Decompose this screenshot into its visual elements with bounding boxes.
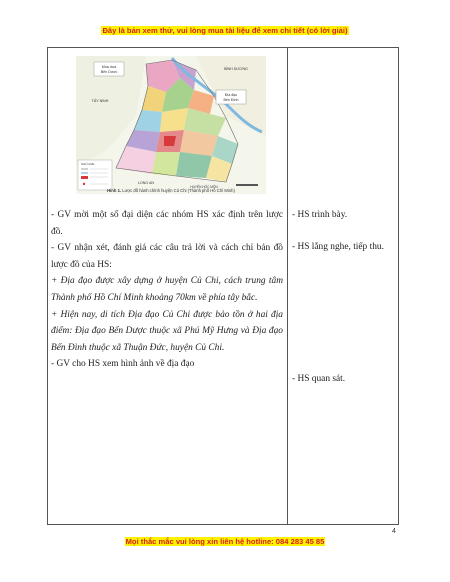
page-number: 4 bbox=[392, 528, 396, 535]
map-caption-text: Lược đồ hành chính huyện Củ Chi (Thành phố Hồ Chí Minh) bbox=[122, 188, 235, 193]
map-caption bbox=[76, 188, 266, 193]
tay-ninh-label: TÂY NINH bbox=[91, 99, 109, 103]
long-an-label: LONG AN bbox=[138, 181, 154, 185]
hotline-footer bbox=[0, 537, 450, 546]
teacher-activity-3: + Địa đạo được xây dựng ở huyện Củ Chi, cách trung tâm Thành phố Hồ Chí Minh khoảng 70km về phía tây bắc. bbox=[51, 276, 283, 303]
binh-duong-label: BÌNH DƯƠNG bbox=[224, 67, 248, 71]
legend-title: CHÚ GIẢI bbox=[81, 162, 95, 166]
scale-bar bbox=[236, 184, 258, 186]
preview-notice bbox=[0, 26, 450, 35]
legend-town-swatch bbox=[81, 176, 88, 179]
student-activity-3: - HS quan sát. bbox=[292, 374, 346, 384]
student-activity-1: - HS trình bày. bbox=[292, 210, 348, 220]
teacher-activity-1: - GV mời một số đại diện các nhóm HS xác định trên lược đồ. bbox=[51, 210, 283, 237]
ben-duoc-label-2: Bến Dược bbox=[100, 70, 118, 74]
cu-chi-map bbox=[76, 56, 266, 194]
cu-chi-town-marker bbox=[164, 136, 176, 146]
teacher-activity-2: - GV nhận xét, đánh giá các câu trả lời và cách chỉ bản đồ lược đồ của HS: bbox=[51, 243, 283, 270]
ben-duoc-label-1: Mua dưa bbox=[101, 65, 117, 69]
hoc-mon-label: HUYỆN HÓC MÔN bbox=[190, 185, 218, 189]
ben-dinh-label-2: Bến Đình bbox=[223, 98, 239, 102]
teacher-activities bbox=[51, 207, 283, 373]
student-activity-2: - HS lắng nghe, tiếp thu. bbox=[292, 242, 384, 252]
preview-notice-text: Đây là bản xem thử, vui lòng mua tài liệu để xem chi tiết (có lời giải) bbox=[102, 26, 348, 35]
teacher-activity-5: - GV cho HS xem hình ảnh về địa đạo bbox=[51, 359, 195, 370]
ben-dinh-label-1: Địa đạo bbox=[224, 93, 238, 97]
region-tan-phu-trung bbox=[152, 152, 180, 176]
hotline-text: Mọi thắc mắc vui lòng xin liên hệ hotline: 084 283 45 85 bbox=[125, 537, 325, 546]
legend-site-dot bbox=[83, 183, 85, 185]
column-divider bbox=[287, 47, 288, 525]
map-caption-label: Hình 1. bbox=[107, 188, 122, 193]
teacher-activity-4: + Hiện nay, di tích Địa đạo Củ Chi được bảo tồn ở hai địa điểm: Địa đạo Bến Dược thuộc xã Phú Mỹ Hưng và Địa đạo Bến Đình thuộc xã Thuận Đức, huyện Củ Chi. bbox=[51, 309, 283, 353]
region-tan-thong-hoi bbox=[176, 152, 212, 178]
